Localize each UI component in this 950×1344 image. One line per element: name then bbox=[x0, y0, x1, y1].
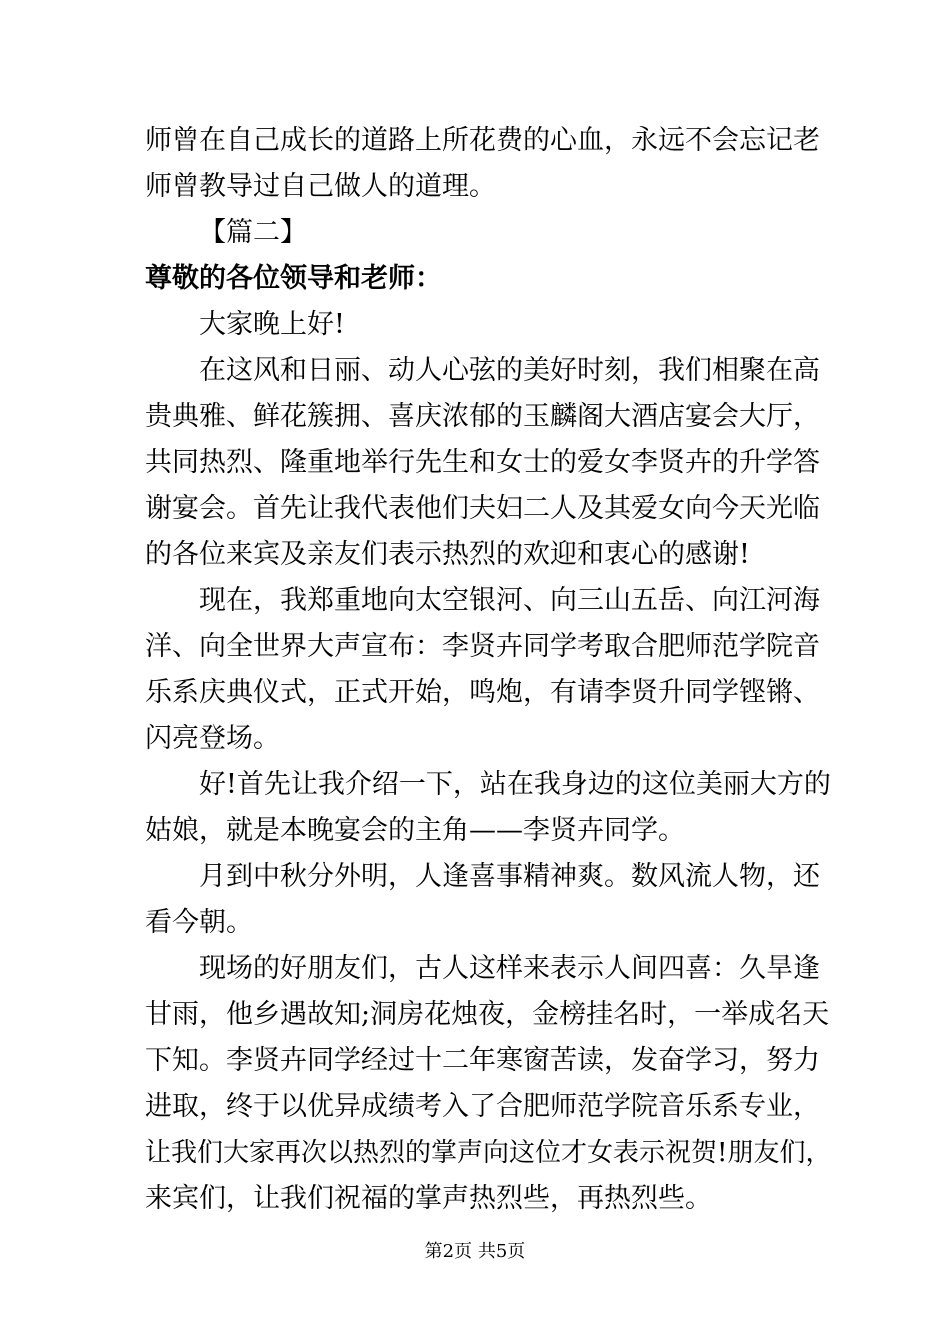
text-line: 师曾在自己成长的道路上所花费的心血，永远不会忘记老 bbox=[145, 125, 820, 156]
text-line: 共同热烈、隆重地举行先生和女士的爱女李贤卉的升学答 bbox=[145, 447, 820, 478]
page-footer bbox=[0, 1240, 950, 1264]
text-line: 的各位来宾及亲友们表示热烈的欢迎和衷心的感谢! bbox=[145, 539, 750, 570]
text-line: 好!首先让我介绍一下，站在我身边的这位美丽大方的 bbox=[199, 769, 831, 800]
text-line: 让我们大家再次以热烈的掌声向这位才女表示祝贺!朋友们， bbox=[145, 1138, 832, 1168]
text-line: 现场的好朋友们，古人这样来表示人间四喜：久旱逢 bbox=[199, 953, 820, 984]
text-line: 进取，终于以优异成绩考入了合肥师范学院音乐系专业， bbox=[145, 1091, 820, 1122]
text-line: 师曾教导过自己做人的道理。 bbox=[145, 171, 496, 202]
text-line: 来宾们，让我们祝福的掌声热烈些，再热烈些。 bbox=[145, 1183, 712, 1214]
salutation: 尊敬的各位领导和老师： bbox=[145, 263, 442, 294]
text-line: 下知。李贤卉同学经过十二年寒窗苦读，发奋学习，努力 bbox=[145, 1045, 820, 1076]
body-text bbox=[145, 118, 835, 1222]
text-line: 谢宴会。首先让我代表他们夫妇二人及其爱女向今天光临 bbox=[145, 493, 820, 524]
text-line: 在这风和日丽、动人心弦的美好时刻，我们相聚在高 bbox=[199, 355, 820, 386]
text-line: 闪亮登场。 bbox=[145, 723, 280, 754]
text-line: 乐系庆典仪式，正式开始，鸣炮，有请李贤升同学铿锵、 bbox=[145, 677, 820, 708]
text-line: 姑娘，就是本晚宴会的主角——李贤卉同学。 bbox=[145, 815, 685, 846]
text-line: 看今朝。 bbox=[145, 907, 253, 938]
text-line: 现在，我郑重地向太空银河、向三山五岳、向江河海 bbox=[199, 585, 820, 616]
text-line: 月到中秋分外明，人逢喜事精神爽。数风流人物，还 bbox=[199, 861, 820, 892]
text-line: 甘雨，他乡遇故知;洞房花烛夜，金榜挂名时，一举成名天 bbox=[145, 999, 830, 1030]
text-line: 贵典雅、鲜花簇拥、喜庆浓郁的玉麟阁大酒店宴会大厅， bbox=[145, 401, 820, 432]
section-heading: 【篇二】 bbox=[199, 217, 307, 248]
page-number: 第2页 共5页 bbox=[424, 1241, 526, 1262]
text-line: 洋、向全世界大声宣布：李贤卉同学考取合肥师范学院音 bbox=[145, 631, 820, 662]
greeting: 大家晚上好! bbox=[199, 309, 345, 340]
